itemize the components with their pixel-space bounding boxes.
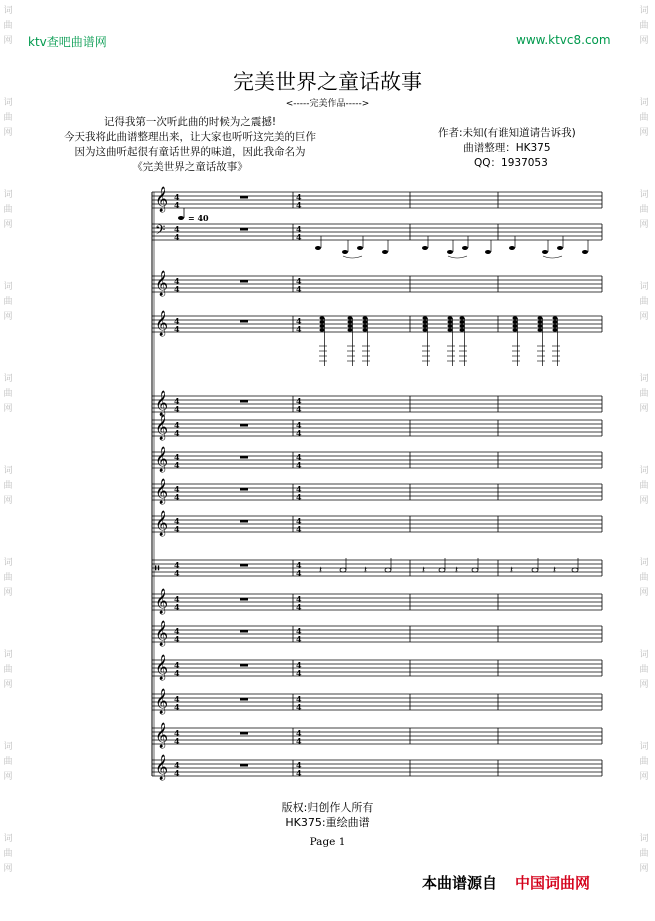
chord-note	[448, 320, 453, 324]
watermark-glyph: 网	[639, 864, 649, 874]
watermark-glyph: 词	[3, 282, 13, 292]
whole-rest	[240, 320, 248, 323]
time-signature-bottom: 4	[296, 284, 302, 294]
quarter-rest: 𝄽	[364, 565, 368, 576]
arranger-credit: 曲谱整理：HK375	[463, 142, 551, 154]
watermark-glyph: 词	[639, 834, 649, 844]
whole-rest	[240, 698, 248, 701]
whole-rest	[240, 564, 248, 567]
watermark-glyph: 曲	[639, 573, 649, 583]
whole-rest	[240, 664, 248, 667]
clef-symbol: 𝄞	[155, 479, 169, 504]
chord-note	[320, 328, 325, 332]
redraw-text: HK375:重绘曲谱	[285, 816, 370, 829]
chord-note	[348, 316, 353, 320]
watermark-glyph: 曲	[3, 113, 13, 123]
bass-note	[485, 250, 491, 254]
quarter-rest: 𝄽	[553, 565, 557, 576]
whole-rest	[240, 196, 248, 199]
time-signature-top: 4	[296, 594, 302, 604]
time-signature-bottom: 4	[296, 200, 302, 210]
chord-note	[448, 328, 453, 332]
half-note	[572, 568, 578, 572]
time-signature-bottom: 4	[296, 428, 302, 438]
bass-note	[382, 250, 388, 254]
slur	[343, 256, 362, 258]
time-signature-top: 4	[174, 660, 180, 670]
watermark-glyph: 曲	[3, 665, 13, 675]
watermark-glyph: 词	[639, 466, 649, 476]
bass-note	[509, 246, 515, 250]
watermark-glyph: 网	[3, 404, 13, 414]
chord-note	[553, 328, 558, 332]
clef-symbol: 𝄞	[155, 311, 169, 336]
chord-note	[460, 320, 465, 324]
time-signature-bottom: 4	[174, 568, 180, 578]
time-signature-bottom: 4	[296, 404, 302, 414]
bass-note	[357, 246, 363, 250]
clef-symbol: 𝄞	[155, 447, 169, 472]
clef-symbol: 𝄞	[155, 391, 169, 416]
time-signature-bottom: 4	[296, 602, 302, 612]
watermark-glyph: 曲	[3, 481, 13, 491]
slur	[543, 256, 562, 258]
slur	[448, 256, 467, 258]
chord-note	[363, 324, 368, 328]
watermark-glyph: 网	[3, 312, 13, 322]
clef-symbol: 𝄞	[155, 723, 169, 748]
watermark-glyph: 词	[3, 650, 13, 660]
chord-note	[423, 324, 428, 328]
intro-line: 《完美世界之童话故事》	[132, 161, 248, 173]
watermark-glyph: 曲	[3, 389, 13, 399]
half-note	[340, 568, 346, 572]
clef-symbol: 𝄞	[155, 689, 169, 714]
watermark-glyph: 词	[639, 6, 649, 16]
time-signature-top: 4	[296, 660, 302, 670]
watermark-glyph: 曲	[3, 21, 13, 31]
time-signature-top: 4	[174, 626, 180, 636]
time-signature-bottom: 4	[174, 492, 180, 502]
clef-symbol: 𝄞	[155, 271, 169, 296]
watermark-glyph: 曲	[639, 757, 649, 767]
chord-note	[460, 328, 465, 332]
chord-note	[553, 324, 558, 328]
time-signature-top: 4	[174, 420, 180, 430]
watermark-glyph: 网	[639, 128, 649, 138]
time-signature-bottom: 4	[174, 324, 180, 334]
time-signature-top: 4	[174, 694, 180, 704]
time-signature-bottom: 4	[296, 524, 302, 534]
time-signature-top: 4	[296, 516, 302, 526]
time-signature-bottom: 4	[296, 232, 302, 242]
bass-note	[315, 246, 321, 250]
watermark-glyph: 网	[3, 36, 13, 46]
whole-rest	[240, 732, 248, 735]
time-signature-bottom: 4	[174, 634, 180, 644]
time-signature-top: 4	[174, 516, 180, 526]
quarter-rest: 𝄽	[319, 565, 323, 576]
watermark-glyph: 曲	[639, 389, 649, 399]
bass-note	[422, 246, 428, 250]
chord-note	[320, 316, 325, 320]
watermark-glyph: 词	[639, 558, 649, 568]
half-note	[532, 568, 538, 572]
clef-symbol: 𝄞	[155, 655, 169, 680]
chord-note	[363, 320, 368, 324]
bass-note	[462, 246, 468, 250]
watermark-glyph: 词	[3, 190, 13, 200]
watermark-glyph: 曲	[639, 849, 649, 859]
clef-symbol: 𝄞	[155, 755, 169, 780]
clef-symbol: 𝄞	[155, 187, 169, 212]
bass-note	[342, 250, 348, 254]
time-signature-bottom: 4	[296, 668, 302, 678]
time-signature-bottom: 4	[174, 460, 180, 470]
time-signature-top: 4	[174, 396, 180, 406]
intro-line: 今天我将此曲谱整理出来，让大家也听听这完美的巨作	[64, 131, 316, 143]
time-signature-bottom: 4	[174, 428, 180, 438]
watermark-glyph: 曲	[3, 757, 13, 767]
time-signature-bottom: 4	[174, 602, 180, 612]
clef-symbol: 𝄞	[155, 621, 169, 646]
watermark-glyph: 曲	[3, 573, 13, 583]
time-signature-bottom: 4	[296, 736, 302, 746]
time-signature-top: 4	[296, 560, 302, 570]
quarter-rest: 𝄽	[422, 565, 426, 576]
watermark-glyph: 词	[3, 466, 13, 476]
bass-note	[582, 250, 588, 254]
source-label: 本曲谱源自	[422, 874, 498, 892]
time-signature-bottom: 4	[174, 404, 180, 414]
chord-note	[460, 316, 465, 320]
tempo-note-head	[178, 216, 184, 220]
chord-note	[538, 328, 543, 332]
watermark-glyph: 网	[639, 312, 649, 322]
time-signature-top: 4	[174, 192, 180, 202]
watermark-glyph: 网	[639, 772, 649, 782]
watermark-glyph: 词	[3, 98, 13, 108]
chord-note	[553, 316, 558, 320]
whole-rest	[240, 764, 248, 767]
watermark-glyph: 网	[639, 496, 649, 506]
chord-note	[423, 328, 428, 332]
clef-symbol: 𝄢	[155, 222, 166, 241]
time-signature-top: 4	[174, 484, 180, 494]
chord-note	[448, 316, 453, 320]
time-signature-top: 4	[174, 728, 180, 738]
whole-rest	[240, 280, 248, 283]
time-signature-top: 4	[174, 316, 180, 326]
watermark-glyph: 曲	[3, 297, 13, 307]
chord-note	[513, 320, 518, 324]
watermark-glyph: 网	[639, 220, 649, 230]
watermark-glyph: 词	[3, 834, 13, 844]
watermark-glyph: 词	[639, 282, 649, 292]
chord-note	[363, 328, 368, 332]
chord-note	[448, 324, 453, 328]
time-signature-top: 4	[296, 728, 302, 738]
watermark-glyph: 词	[639, 742, 649, 752]
time-signature-top: 4	[296, 420, 302, 430]
chord-note	[320, 324, 325, 328]
score-subtitle: <-----完美作品----->	[285, 99, 370, 109]
chord-note	[538, 316, 543, 320]
time-signature-bottom: 4	[174, 524, 180, 534]
watermark-glyph: 词	[3, 374, 13, 384]
watermark-glyph: 曲	[639, 481, 649, 491]
time-signature-top: 4	[174, 760, 180, 770]
time-signature-top: 4	[296, 224, 302, 234]
half-note	[472, 568, 478, 572]
watermark-glyph: 网	[639, 36, 649, 46]
half-note	[385, 568, 391, 572]
watermark-glyph: 曲	[639, 665, 649, 675]
watermark-glyph: 网	[3, 772, 13, 782]
time-signature-top: 4	[174, 224, 180, 234]
bass-note	[447, 250, 453, 254]
time-signature-bottom: 4	[296, 702, 302, 712]
author-credit: 作者:未知(有谁知道请告诉我)	[438, 127, 576, 139]
time-signature-top: 4	[296, 396, 302, 406]
chord-note	[553, 320, 558, 324]
whole-rest	[240, 520, 248, 523]
whole-rest	[240, 630, 248, 633]
whole-rest	[240, 400, 248, 403]
watermark-glyph: 网	[639, 680, 649, 690]
clef-symbol: 𝄥	[155, 561, 160, 577]
watermark-glyph: 词	[639, 98, 649, 108]
time-signature-bottom: 4	[174, 284, 180, 294]
intro-line: 因为这曲听起很有童话世界的味道，因此我命名为	[74, 146, 306, 158]
qq-credit: QQ：1937053	[474, 157, 548, 169]
whole-rest	[240, 228, 248, 231]
watermark-glyph: 网	[3, 864, 13, 874]
watermark-glyph: 词	[3, 742, 13, 752]
time-signature-top: 4	[174, 276, 180, 286]
footer-block	[0, 800, 655, 830]
watermark-glyph: 网	[639, 588, 649, 598]
time-signature-top: 4	[296, 192, 302, 202]
time-signature-top: 4	[174, 452, 180, 462]
tempo-value: = 40	[188, 213, 209, 223]
watermark-glyph: 词	[639, 190, 649, 200]
score-title: 完美世界之童话故事	[233, 70, 422, 94]
chord-note	[423, 320, 428, 324]
time-signature-top: 4	[174, 594, 180, 604]
time-signature-bottom: 4	[296, 568, 302, 578]
chord-note	[513, 324, 518, 328]
chord-note	[538, 320, 543, 324]
half-note	[439, 568, 445, 572]
chord-note	[513, 316, 518, 320]
watermark-glyph: 词	[639, 374, 649, 384]
watermark-glyph: 曲	[3, 849, 13, 859]
time-signature-bottom: 4	[174, 200, 180, 210]
page-number: Page 1	[309, 836, 346, 848]
chord-note	[363, 316, 368, 320]
time-signature-bottom: 4	[296, 324, 302, 334]
watermark-glyph: 网	[3, 220, 13, 230]
time-signature-top: 4	[296, 276, 302, 286]
watermark-glyph: 网	[3, 496, 13, 506]
watermark-glyph: 曲	[639, 21, 649, 31]
bass-note	[542, 250, 548, 254]
chord-note	[348, 328, 353, 332]
watermark-glyph: 网	[3, 588, 13, 598]
chord-note	[320, 320, 325, 324]
chord-note	[348, 320, 353, 324]
site-right-url[interactable]: www.ktvc8.com	[516, 33, 611, 47]
time-signature-bottom: 4	[174, 768, 180, 778]
watermark-glyph: 曲	[639, 113, 649, 123]
chord-note	[423, 316, 428, 320]
watermark-glyph: 词	[3, 558, 13, 568]
chord-note	[348, 324, 353, 328]
bass-note	[557, 246, 563, 250]
whole-rest	[240, 488, 248, 491]
whole-rest	[240, 456, 248, 459]
time-signature-bottom: 4	[174, 702, 180, 712]
time-signature-top: 4	[296, 452, 302, 462]
clef-symbol: 𝄞	[155, 589, 169, 614]
watermark-glyph: 网	[3, 680, 13, 690]
time-signature-top: 4	[174, 560, 180, 570]
time-signature-top: 4	[296, 694, 302, 704]
chord-note	[513, 328, 518, 332]
copyright-text: 版权:归创作人所有	[281, 801, 374, 814]
watermark-glyph: 词	[3, 6, 13, 16]
whole-rest	[240, 598, 248, 601]
watermark-glyph: 曲	[639, 205, 649, 215]
source-credit	[422, 872, 590, 893]
time-signature-bottom: 4	[174, 232, 180, 242]
whole-rest	[240, 424, 248, 427]
clef-symbol: 𝄞	[155, 415, 169, 440]
time-signature-bottom: 4	[296, 492, 302, 502]
time-signature-top: 4	[296, 316, 302, 326]
time-signature-bottom: 4	[296, 634, 302, 644]
time-signature-top: 4	[296, 760, 302, 770]
time-signature-bottom: 4	[296, 460, 302, 470]
time-signature-bottom: 4	[174, 736, 180, 746]
watermark-glyph: 网	[3, 128, 13, 138]
time-signature-top: 4	[296, 626, 302, 636]
time-signature-bottom: 4	[174, 668, 180, 678]
clef-symbol: 𝄞	[155, 511, 169, 536]
watermark-glyph: 曲	[639, 297, 649, 307]
time-signature-bottom: 4	[296, 768, 302, 778]
watermark-glyph: 曲	[3, 205, 13, 215]
chord-note	[538, 324, 543, 328]
quarter-rest: 𝄽	[455, 565, 459, 576]
watermark-glyph: 词	[639, 650, 649, 660]
watermark-glyph: 网	[639, 404, 649, 414]
intro-line: 记得我第一次听此曲的时候为之震撼!	[103, 116, 277, 128]
source-site[interactable]: 中国词曲网	[515, 874, 591, 892]
quarter-rest: 𝄽	[510, 565, 514, 576]
chord-note	[460, 324, 465, 328]
time-signature-top: 4	[296, 484, 302, 494]
site-left-logo[interactable]: ktv查吧曲谱网	[28, 35, 107, 49]
